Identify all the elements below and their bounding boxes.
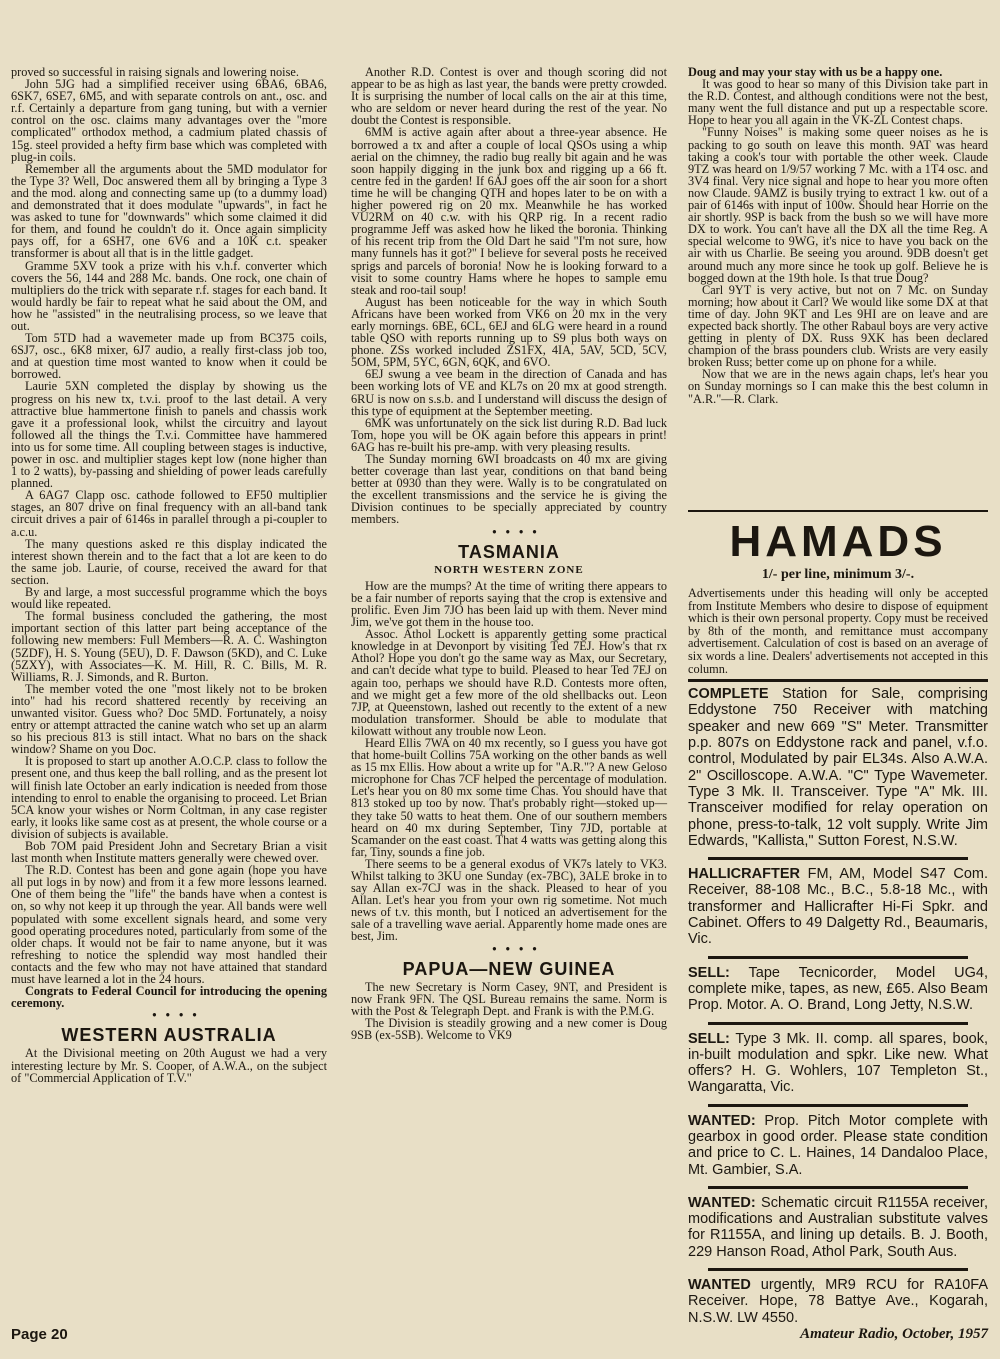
paragraph: Another R.D. Contest is over and though scoring did not appear to be as high as last year, the bands were pretty crowded. It is surprising the number of local calls on the air at this time, who are seldom or never heard during the rest of the year. No doubt the Contest is responsible.: [351, 65, 667, 128]
section-subheading: NORTH WESTERN ZONE: [434, 563, 584, 576]
ad-text: Prop. Pitch Motor complete with gearbox in good order. Please state condition and price to C. L. Haines, 14 Dandaloo Place, Mt. Gambier, S.A.: [688, 1112, 988, 1178]
divider-rule: [708, 956, 968, 959]
ad-text: Schematic circuit R1155A receiver, modifications and Australian substitute valves for R1155A, and lining up details. B. J. Booth, 229 Hanson Road, Athol Park, South Aus.: [688, 1194, 988, 1260]
paragraph: Tom 5TD had a wavemeter made up from BC375 coils, 6SJ7, osc., 6K8 mixer, 6J7 audio, a really first-class job too, and at question time most wanted to know when it could be borrowed.: [11, 331, 327, 382]
ad-lead: WANTED:: [688, 1194, 756, 1211]
paragraph: Doug and may your stay with us be a happy one.: [688, 65, 943, 79]
section-divider: • • • •: [492, 524, 540, 539]
paragraph: Bob 7OM paid President John and Secretary Brian a visit last month when Institute matters generally were chewed over.: [11, 839, 327, 866]
hamads-section: [688, 515, 988, 1326]
paragraph: How are the mumps? At the time of writing there appears to be a fair number of reports saying that the crop is extensive and prolific. Even Jim 7JO has been laid up with them. Never mind Jim, we've got them in the house too.: [351, 578, 667, 630]
hamads-title: HAMADS: [729, 517, 947, 566]
paragraph: Gramme 5XV took a prize with his v.h.f. converter which covers the 56, 144 and 288 Mc. bands. One rock, one chain of multipliers do the trick with separate r.f. stages for each band. It would hardly be fair to repeat what he said about the OM, and how he "assisted" in the neutralising process, so we leave that out.: [11, 258, 327, 333]
paragraph: 6MK was unfortunately on the sick list during R.D. Bad luck Tom, hope you will be OK again before this appears in print! 6AG has re-built his pre-amp. with very pleasing results.: [351, 415, 667, 454]
ad-lead: WANTED: [688, 1277, 751, 1294]
classified-ad: [688, 866, 988, 947]
section-divider: • • • •: [492, 941, 540, 956]
divider-rule: [708, 1104, 968, 1107]
ad-lead: SELL:: [688, 964, 730, 981]
classified-ad: [688, 1195, 988, 1260]
ad-text: Station for Sale, comprising Eddystone 750 Receiver with matching speaker and new 669 "S" Meter. Transmitter p.p. 807s on Eddystone rack and panel, v.f.o. control, Modulated by pair EL34s. Also A.W.A. 2" Oscilloscope. A.W.A. "C" Type Wavemeter. Type 3 Mk. II. Transceiver. Type "A" Mk. III. Transceiver modified for relay operation on phone, press-to-talk, 12 volt supply. Write Jim Edwards, "Kallista," Sutton Forest, N.S.W.: [688, 686, 988, 849]
ad-text: FM, AM, Model S47 Com. Receiver, 88-108 Mc., B.C., 5.8-18 Mc., with transformer and Hallicrafter Hi-Fi Spkr. and Cabinet. Offers to 49 Dalgetty Rd., Beaumaris, Vic.: [688, 866, 988, 948]
paragraph: Carl 9YT is very active, but not on 7 Mc. on Sunday morning; how about it Carl? We would like some DX at that time of day. John 9KT and Les 9HI are on leave and are expected back shortly. The other Rabaul boys are very active getting in plenty of DX. Russ 9XK has been declared champion of the brass pounders club. Wrists are very easily broken Russ; better come up on phone for a while.: [688, 282, 988, 370]
paragraph: 6EJ swung a vee beam in the direction of Canada and has been working lots of VE and KL7s on 20 mx at good strength. 6RU is now on s.s.b. and I understand will discuss the design of this type of equipment at the September meeting.: [351, 367, 667, 418]
classified-ad: [688, 1277, 988, 1326]
paragraph: It was good to hear so many of this Division take part in the R.D. Contest, and although conditions were not the best, many went the full distance and put up a respectable score. Hope to hear you all again in the VK-ZL Contest chaps.: [688, 77, 988, 128]
section-heading-papua-new-guinea: PAPUA—NEW GUINEA: [402, 958, 616, 979]
classified-ad: [688, 1031, 988, 1096]
divider-rule: [708, 857, 968, 860]
page-number: Page 20: [11, 1326, 68, 1343]
ad-text: urgently, MR9 RCU for RA10FA Receiver. Hope, 78 Battye Ave., Kogarah, N.S.W. LW 4550.: [688, 1277, 988, 1326]
paragraph: The Sunday morning 6WI broadcasts on 40 mx are giving better coverage than last year, conditions on that band being better at 0930 than they were. Wally is to be congratulated on the excellent transmissions and the service he is giving the Division continues to be specially appreciated by country members.: [351, 452, 667, 527]
divider-rule: [688, 510, 988, 512]
paragraph: 6MM is active again after about a three-year absence. He borrowed a tx and after a couple of local QSOs using a whip aerial on the chimney, the radio bug really bit again and he was soon happily digging in the junk box and rigging up a 66 ft. centre fed in the garden! If 6AJ goes off the air soon for a short time he will be changing QTH and hopes later to be on with a higher powered rig on 20 mx. Meanwhile he has worked VU2RM on 40 c.w. with his QRP rig. In a recent radio programme Jeff was asked how he liked the boronia. Thinking of his recent trip from the Old Dart he said "I'm not sure, how many funnels has it got?" I believe for several posts he received sprigs and parcels of boronia! Now he is looking forward to a visit to some country Hams where he hopes to sample emu steak and roo-tail soup!: [351, 125, 667, 297]
paragraph: The new Secretary is Norm Casey, 9NT, and President is now Frank 9FN. The QSL Bureau remains the same. Norm is with the Post & Telegraph Dept. and Frank is with the P.M.G.: [351, 979, 667, 1018]
divider-rule: [708, 1186, 968, 1189]
paragraph: Laurie 5XN completed the display by showing us the progress on his new tx, t.v.i. proof to the last detail. A very attractive blue hammertone finish to panels and chassis work gave it a professional look, whilst the circuitry and layout followed all the things the T.v.i. Committee have hammered into us for some time. All coupling between stages is inductive, power in osc. and multiplier stages kept low (none higher than 1 to 2 watts), by-passing and shielding of power leads carefully planned.: [11, 379, 327, 491]
paragraph: The formal business concluded the gathering, the most important section of this latter part being acceptance of the following new members: Full Members—R. A. C. Washington (5ZDF), H. S. Young (5EU), D. F. Dawson (5KD), and C. Luke (5ZXY), with Associates—K. M. Hill, R. C. Bills, M. R. Williams, R. J. Simonds, and R. Burton.: [11, 609, 327, 684]
classified-ad: [688, 1113, 988, 1178]
ad-text: Type 3 Mk. II. comp. all spares, book, in-built modulation and spkr. Like new. What offers? H. G. Wohlers, 107 Templeton St., Wangaratta, Vic.: [688, 1030, 988, 1096]
paragraph: It is proposed to start up another A.O.C.P. class to follow the present one, and thus keep the ball rolling, and as the present lot will finish late October an early indication is needed from those intending to enrol to enable the organising to proceed. Let Brian 5CA know your wishes or Norm Coltman, in any case register early, it looks like same cost as at present, the whole course or a division of subjects is available.: [11, 754, 327, 841]
divider-rule: [688, 679, 988, 682]
ad-text: Tape Tecnicorder, Model UG4, complete mike, tapes, as new, £65. Also Beam Prop. Motor. A. O. Brand, Long Jetty, N.S.W.: [688, 964, 988, 1014]
paragraph-bold: Congrats to Federal Council for introducing the opening ceremony.: [11, 984, 327, 1011]
section-heading-tasmania: TASMANIA: [458, 541, 560, 562]
ad-lead: WANTED:: [688, 1112, 756, 1129]
divider-rule: [708, 1022, 968, 1025]
paragraph: August has been noticeable for the way in which South Africans have been worked from VK6 on 20 mx in the very early mornings. 6BE, 6CL, 6EJ and 6LG were heard in a round table QSO with reports running up to S9 plus both ways on phone. ZSs worked included ZS1FX, 4IA, 5AV, 5CD, 5CV, 5OM, 5PM, 5YC, 6GN, 6QK, and 6VO.: [351, 294, 667, 370]
column-middle: [351, 66, 667, 1311]
paragraph: The Division is steadily growing and a new comer is Doug 9SB (ex-5SB). Welcome to VK9: [351, 1015, 667, 1043]
column-right: [688, 66, 988, 566]
paragraph: The many questions asked re this display indicated the interest shown therein and to the fact that a lot are keen to do the same job. Laurie, of course, received the award for that section.: [11, 536, 327, 587]
hamads-intro: Advertisements under this heading will only be accepted from Institute Members who desire to dispose of equipment which is their own personal property. Copy must be received by 8th of the month, and remittance must accompany advertisement. Calculation of cost is based on an average of six words a line. Dealers' advertisements not accepted in this column.: [688, 586, 988, 676]
paragraph: "Funny Noises" is making some queer noises as he is packing to go south on leave this month. 9AT was heard taking a cook's tour with portable the other week. Claude 9TZ was heard on 1/9/57 working 7 Mc. with a 1T4 osc. and 3V4 final. Very nice signal and hope to hear you more often now Claude. 9AMZ is busily trying to extract 1 kw. out of a pair of 6146s with input of 100w. Should hear Horrie on the air shortly. 9SP is back from the bush so we will have more DX to work. You can't have all the DX all the time Reg. A special welcome to 9WG, it's nice to have you back on the air with us Charlie. Be seeing you around. 9DB doesn't get around much any more since he took up golf. Believe he is bogged down at the 19th hole. Is that true Doug?: [688, 125, 988, 285]
ad-lead: HALLICRAFTER: [688, 866, 800, 883]
paragraph: There seems to be a general exodus of VK7s lately to VK3. Whilst talking to 3KU one Sunday (ex-7BC), 3ALE broke in to say Allan ex-7CJ was in the shack. Pleased to hear of you Allan. Let's hear you from your own rig sometime. Not much news of t.v. this month, but I noticed an advertisement for the sale of a travelling wave aerial. Apparently home made ones are best, Jim.: [351, 856, 667, 944]
paragraph: The R.D. Contest has been and gone again (hope you have all put logs in by now) and from it a few more lessons learned. One of them being the "life" the bands have when a contest is on, so why not keep it up through the year. All bands were well populated with some excellent signals heard, and some very good operating procedures noted, particularly from some of the older chaps. It would not be fair to name anyone, but it was refreshing to notice the splendid way most handled their contacts and the few who may not have attained that standard must have learned a lot in the 24 hours.: [11, 863, 327, 987]
paragraph: John 5JG had a simplified receiver using 6BA6, 6BA6, 6SK7, 6SE7, 6M5, and with separate controls on ant., osc. and r.f. Certainly a departure from gang tuning, but with a vernier control on the osc. claims many advantages over the "more complicated" orthodox method, a cadmium plated chassis of 15g. steel provided a hefty firm base which was completed with plug-in coils.: [11, 77, 327, 164]
classified-ad: [688, 965, 988, 1014]
paragraph: Heard Ellis 7WA on 40 mx recently, so I guess you have got that home-built Collins 75A working on the other bands as well as 15 mx Ellis. How about a write up for "A.R."? A new Geloso microphone for Chas 7CF helped the percentage of modulation. Let's hear you on 80 mx some time Chas. You should have that 813 stoked up too by now. That's probably right—stoked up—they take 50 watts to heat them. One of our southern members heard on 40 mx during September, Tiny 7JD, portable at Scamander on the east coast. That 4 watts was getting along this far, Tiny, sounds a fine job.: [351, 735, 668, 859]
paragraph: By and large, a most successful programme which the boys would like repeated.: [11, 585, 327, 612]
paragraph: proved so successful in raising signals and lowering noise.: [11, 65, 299, 79]
hamads-subtitle: 1/- per line, minimum 3/-.: [761, 567, 915, 582]
column-left: [11, 66, 327, 1331]
publication-footer: Amateur Radio, October, 1957: [800, 1326, 988, 1342]
paragraph: A 6AG7 Clapp osc. cathode followed to EF50 multiplier stages, an 807 drive on final frequency with an all-band tank circuit drives a pair of 6146s in parallel through a pi-coupler to a.c.u.: [11, 488, 327, 539]
paragraph: The member voted the one "most likely not to be broken into" had his record shattered recently by receiving an unwanted visitor. Guess who? Doc 5MD. Fortunately, a noisy entry or attempt attracted the canine watch who set up an alarm so his precious 813 is still intact. What no bars on the shack window? Shame on you Doc.: [11, 681, 327, 757]
paragraph: Assoc. Athol Lockett is apparently getting some practical knowledge in at Devonport by visiting Ted 7EJ. How's that rx Athol? Hope you don't go the same way as Max, our Secretary, and can't decide what type to build. Pleased to hear Ted 7EJ on again too, perhaps we should have R.D. Contests more often, and we might get a few more of the old shellbacks out. Leon 7JP, at Queenstown, lashed out recently to the extent of a new modulation transformer. Should be able to modulate that kilowatt without any trouble now Leon.: [351, 627, 667, 738]
section-heading-western-australia: WESTERN AUSTRALIA: [61, 1025, 277, 1046]
section-divider: • • • •: [152, 1008, 200, 1023]
divider-rule: [708, 1268, 968, 1271]
paragraph: Now that we are in the news again chaps, let's hear you on Sunday mornings so I can make this the best column in "A.R."—R. Clark.: [688, 367, 988, 406]
ad-lead: SELL:: [688, 1030, 730, 1047]
classified-ad: [688, 686, 988, 849]
paragraph: At the Divisional meeting on 20th August we had a very interesting lecture by Mr. S. Cooper, of A.W.A., on the subject of "Commercial Application of T.V.": [11, 1046, 327, 1085]
ad-lead: COMPLETE: [688, 686, 769, 703]
paragraph: Remember all the arguments about the 5MD modulator for the Type 3? Well, Doc answered them all by bringing a Type 3 and the mod. along and connecting same up (to a dummy load) and demonstrated that it does modulate "upwards", in fact he was asked to tune for "downwards" which some claimed it did for them, and found he couldn't do it. Once again simplicity pays off, for a 6SH7, one 6V6 and a 10K c.t. speaker transformer is about all that is in the little gadget.: [11, 161, 327, 261]
